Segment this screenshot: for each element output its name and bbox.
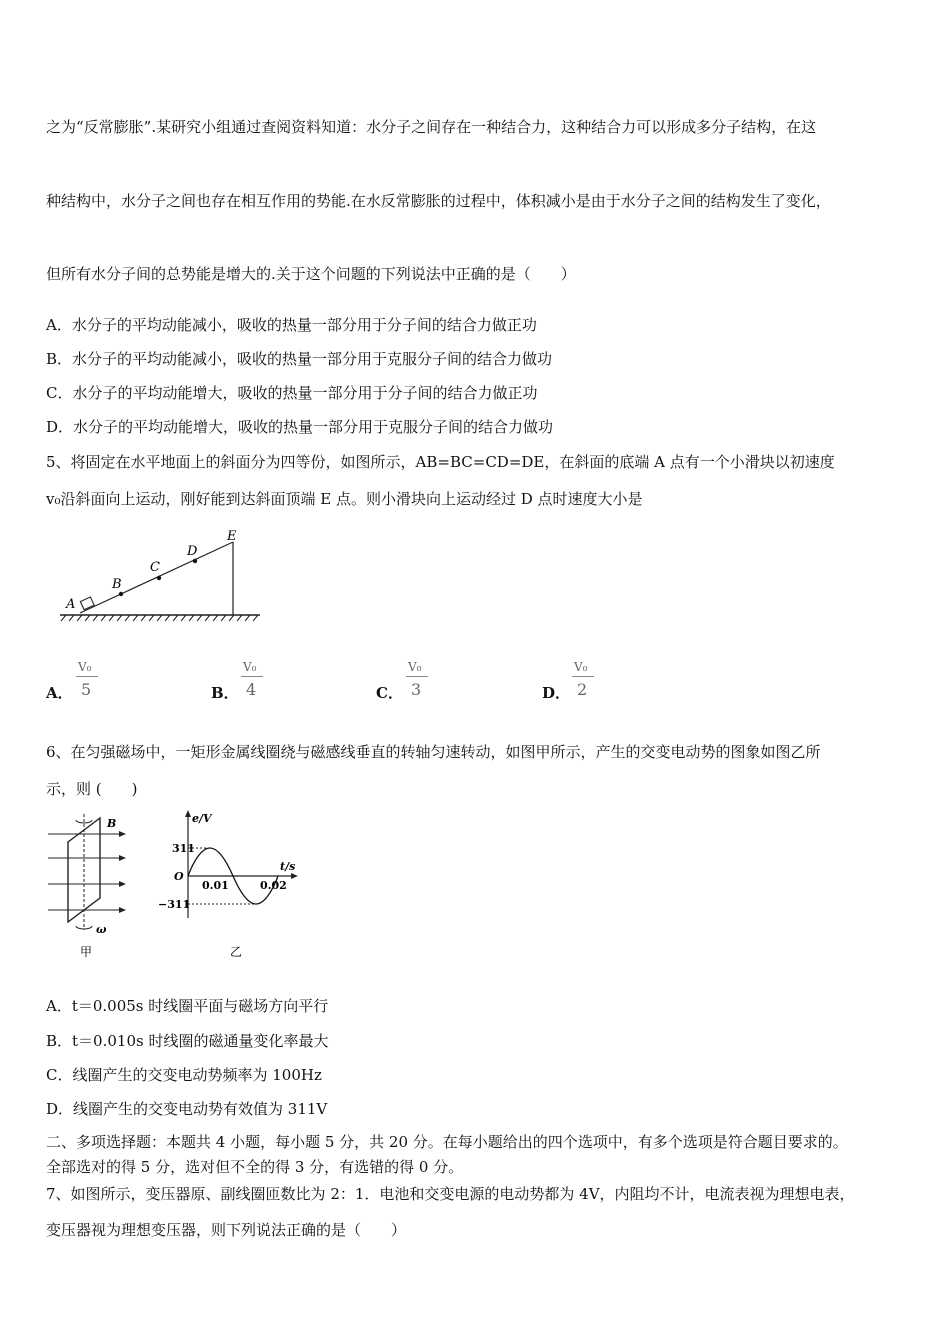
q6-yi-t1: 0.01: [202, 879, 229, 892]
q5-option-b: B． V₀ 4: [211, 660, 281, 704]
q7-text-line1: 7、如图所示，变压器原、副线圈匝数比为 2：1．电池和交变电源的电动势都为 4V，内阻均不计，电流表视为理想电表，: [46, 1185, 855, 1203]
q6-option-b: B．t＝0.010s 时线圈的磁通量变化率最大: [46, 1032, 329, 1050]
q5-label-b: B: [112, 577, 122, 592]
q6-yi-caption: 乙: [230, 945, 243, 959]
q5-text-line1: 5、将固定在水平地面上的斜面分为四等份，如图所示，AB=BC=CD=DE，在斜面的底端 A 点有一个小滑块以初速度: [46, 453, 835, 471]
q6-jia-omega-label: ω: [96, 923, 107, 936]
q5-label-e: E: [227, 529, 237, 544]
q5-option-a: A． V₀ 5: [46, 660, 116, 704]
q6-yi-y-label: e/V: [192, 812, 212, 825]
q4-option-a: A．水分子的平均动能减小，吸收的热量一部分用于分子间的结合力做正功: [46, 316, 537, 334]
q6-yi-pos-tick: 311: [172, 842, 195, 855]
q5-incline-figure: [56, 524, 266, 628]
q6-option-c: C．线圈产生的交变电动势频率为 100Hz: [46, 1066, 322, 1084]
q4-text-line1: 之为“反常膨胀”.某研究小组通过查阅资料知道：水分子之间存在一种结合力，这种结合力可以形成多分子结构，在这: [46, 118, 817, 136]
q6-figure-yi: [152, 808, 302, 960]
q6-text-line2: 示，则 ( ): [46, 780, 138, 798]
q4-option-c: C．水分子的平均动能增大，吸收的热量一部分用于分子间的结合力做正功: [46, 384, 538, 402]
q6-yi-x-label: t/s: [280, 860, 296, 873]
q4-text-line3: 但所有水分子间的总势能是增大的.关于这个问题的下列说法中正确的是（ ）: [46, 265, 576, 283]
q6-yi-origin: O: [174, 870, 184, 883]
q4-text-line2: 种结构中，水分子之间也存在相互作用的势能.在水反常膨胀的过程中，体积减小是由于水分子之间的结构发生了变化，: [46, 192, 831, 210]
q5-option-d: D． V₀ 2: [542, 660, 612, 704]
q5-label-a: A: [66, 597, 76, 612]
q7-text-line2: 变压器视为理想变压器，则下列说法正确的是（ ）: [46, 1221, 407, 1239]
q6-yi-t2: 0.02: [260, 879, 287, 892]
section2-heading-line1: 二、多项选择题：本题共 4 小题，每小题 5 分，共 20 分。在每小题给出的四个选项中，有多个选项是符合题目要求的。: [46, 1133, 848, 1151]
q5-label-c: C: [150, 560, 160, 575]
q5-text-line2: v₀沿斜面向上运动，刚好能到达斜面顶端 E 点。则小滑块向上运动经过 D 点时速度大小是: [46, 490, 643, 508]
q6-yi-neg-tick: −311: [158, 898, 191, 911]
q6-jia-b-label: B: [107, 817, 117, 830]
q5-label-d: D: [187, 544, 198, 559]
q6-figure-jia: [44, 812, 134, 962]
q6-text-line1: 6、在匀强磁场中，一矩形金属线圈绕与磁感线垂直的转轴匀速转动，如图甲所示，产生的交变电动势的图象如图乙所: [46, 743, 821, 761]
q4-option-d: D．水分子的平均动能增大，吸收的热量一部分用于克服分子间的结合力做功: [46, 418, 554, 436]
q6-option-d: D．线圈产生的交变电动势有效值为 311V: [46, 1100, 328, 1118]
q6-jia-caption: 甲: [80, 945, 93, 959]
q4-option-b: B．水分子的平均动能减小，吸收的热量一部分用于克服分子间的结合力做功: [46, 350, 553, 368]
section2-heading-line2: 全部选对的得 5 分，选对但不全的得 3 分，有选错的得 0 分。: [46, 1158, 464, 1176]
q6-option-a: A．t＝0.005s 时线圈平面与磁场方向平行: [46, 997, 329, 1015]
q5-option-c: C． V₀ 3: [376, 660, 446, 704]
